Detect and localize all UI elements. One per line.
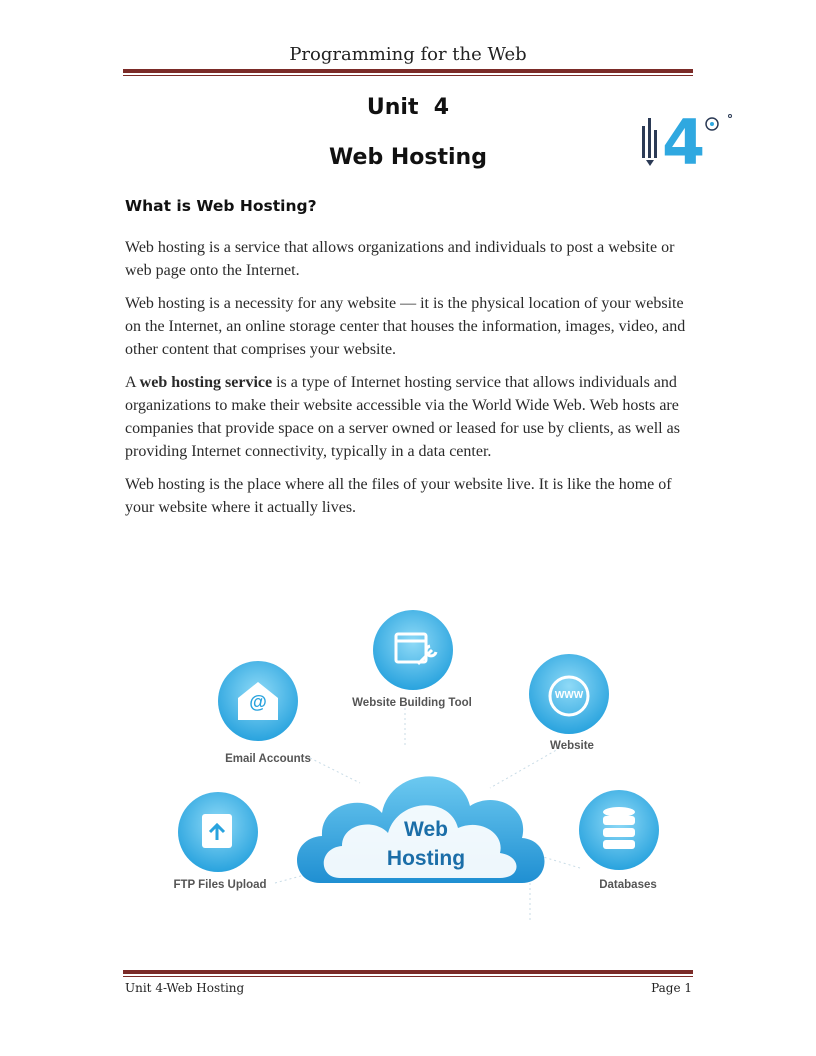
paragraph-2: Web hosting is a necessity for any website — it is the physical location of your website on the Internet, an online storage center that houses the information, images, video, and other content that comprises your website. [125,295,686,358]
page-title: Web Hosting [329,145,487,170]
svg-text:@: @ [249,692,267,712]
node-label: FTP Files Upload [173,879,267,891]
web-hosting-illustration [150,598,670,928]
cloud-label-line1: Web [404,818,448,841]
node-website-building-tool [352,610,472,709]
body-text [125,236,695,529]
paragraph-4: Web hosting is the place where all the files of your website live. It is like the home of your website where it actually lives. [125,476,672,516]
bold-term: web hosting service [139,374,273,391]
node-website [529,654,609,752]
node-label: Website Building Tool [352,697,472,709]
www-text: WWW [554,690,584,701]
paragraph-1: Web hosting is a service that allows organizations and individuals to post a website or web page onto the Internet. [125,239,675,279]
node-label: Email Accounts [225,753,311,765]
page-number: Page 1 [651,981,692,995]
cloud-label-line2: Hosting [386,847,466,870]
unit-title: Unit 4 [366,95,450,120]
node-email-accounts [218,661,311,765]
database-icon [603,807,635,849]
footer-rule [123,970,693,977]
node-label: Databases [599,879,657,891]
footer-unit-label: Unit 4-Web Hosting [125,981,245,995]
node-ftp-files-upload [173,792,266,891]
paragraph-3: A web hosting service is a type of Internet hosting service that allows individuals and organizations to make their website accessible via the World Wide Web. Web hosts are companies that provide space on a server owned or leased for use by clients, as well as providing Internet connectivity, typically in a data center. [125,374,680,460]
running-header: Programming for the Web [289,44,527,65]
section-heading: What is Web Hosting? [125,197,317,215]
node-label: Website [550,740,594,752]
node-databases [579,790,659,891]
cloud-icon [297,776,545,883]
brand-logo [640,108,736,170]
logo-digit: 4 [662,108,706,170]
header-rule [123,69,693,76]
